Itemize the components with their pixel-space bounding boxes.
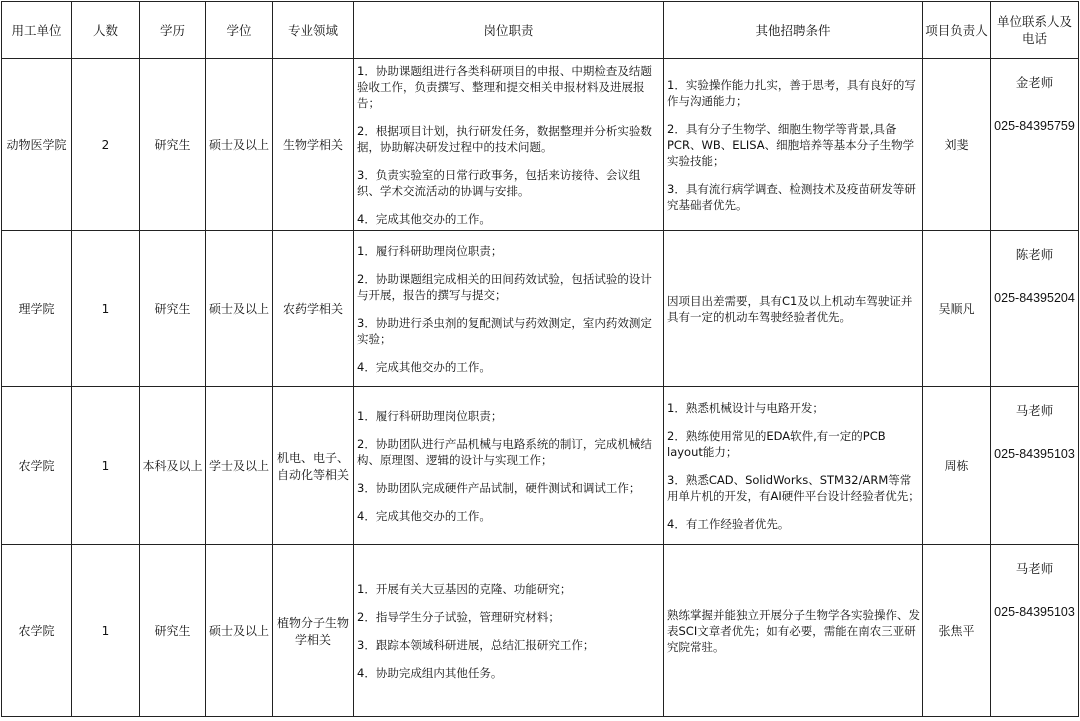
header-row [2,2,1079,59]
manager-cell: 刘斐 [923,59,991,231]
manager-cell: 吴顺凡 [923,231,991,387]
header-duties: 岗位职责 [354,2,664,59]
requirement-item: 1．实验操作能力扎实，善于思考，具有良好的写作与沟通能力； [667,77,916,108]
manager-cell: 周栋 [923,387,991,545]
manager-cell: 张焦平 [923,545,991,717]
requirement-item: 2．具有分子生物学、细胞生物学等背景,具备PCR、WB、ELISA、细胞培养等基本分子生物学实验技能； [667,121,915,168]
recruitment-table [1,1,1079,717]
unit-cell: 动物医学院 [2,59,72,231]
field-cell: 农药学相关 [273,231,354,387]
unit-cell: 理学院 [2,231,72,387]
duty-item: 3．负责实验室的日常行政事务，包括来访接待、会议组织、学术交流活动的协调与安排。 [357,167,641,198]
field-cell: 生物学相关 [273,59,354,231]
duty-item: 1．协助课题组进行各类科研项目的申报、中期检查及结题验收工作，负责撰写、整理和提交相关申报材料及进展报告； [357,63,652,110]
duty-item: 1．开展有关大豆基因的克隆、功能研究； [357,581,572,596]
duty-item: 4．完成其他交办的工作。 [357,359,491,374]
count-cell: 1 [72,231,140,387]
duty-item: 3．协助团队完成硬件产品试制，硬件测试和调试工作； [357,480,641,495]
unit-cell: 农学院 [2,545,72,717]
contact-phone: 025-84395103 [994,447,1075,461]
contact-name: 金老师 [1015,75,1054,90]
duty-item: 4．完成其他交办的工作。 [357,211,491,226]
education-cell: 本科及以上 [140,387,206,545]
contact-cell [991,231,1079,387]
unit-cell: 农学院 [2,387,72,545]
requirements-cell [664,387,923,545]
table-row [2,545,1079,717]
count-cell: 2 [72,59,140,231]
header-degree: 学位 [206,2,273,59]
contact-phone: 025-84395204 [994,291,1075,305]
duty-item: 1．履行科研助理岗位职责； [357,408,503,423]
degree-cell: 硕士及以上 [206,231,273,387]
degree-cell: 学士及以上 [206,387,273,545]
table-row [2,387,1079,545]
contact-phone: 025-84395103 [994,605,1075,619]
duty-item: 2．协助团队进行产品机械与电路系统的制订，完成机械结构、原理图、逻辑的设计与实现工作； [357,436,652,467]
duty-item: 2．协助课题组完成相关的田间药效试验，包括试验的设计与开展，报告的撰写与提交； [357,271,652,302]
contact-name: 马老师 [1015,403,1054,418]
field-cell: 植物分子生物学相关 [273,545,354,717]
table-row [2,231,1079,387]
requirements-cell [664,59,923,231]
requirement-item: 2．熟练使用常见的EDA软件,有一定的PCB layout能力； [667,428,886,459]
contact-name: 陈老师 [1015,247,1054,262]
requirement-item: 3．熟悉CAD、SolidWorks、STM32/ARM等常用单片机的开发，有AI硬件平台设计经验者优先； [667,472,920,503]
header-count: 人数 [72,2,140,59]
contact-cell [991,59,1079,231]
count-cell: 1 [72,545,140,717]
contact-phone: 025-84395759 [994,119,1075,133]
field-cell: 机电、电子、自动化等相关 [273,387,354,545]
duties-cell [354,59,664,231]
contact-name: 马老师 [1015,561,1054,576]
header-field: 专业领域 [273,2,354,59]
header-contact: 单位联系人及电话 [991,2,1079,59]
education-cell: 研究生 [140,545,206,717]
duty-item: 2．指导学生分子试验，管理研究材料； [357,609,560,624]
header-education: 学历 [140,2,206,59]
requirement-item: 4．有工作经验者优先。 [667,516,790,531]
duty-item: 3．跟踪本领域科研进展，总结汇报研究工作； [357,637,595,652]
duties-cell [354,387,664,545]
duty-item: 4．完成其他交办的工作。 [357,508,491,523]
education-cell: 研究生 [140,231,206,387]
requirement-item: 熟练掌握并能独立开展分子生物学各实验操作、发表SCI文章者优先；如有必要，需能在南农三亚研究院常驻。 [667,607,920,654]
duty-item: 3．协助进行杀虫剂的复配测试与药效测定，室内药效测定实验； [357,315,652,346]
duties-cell [354,231,664,387]
requirement-item: 1．熟悉机械设计与电路开发； [667,400,824,415]
duties-cell [354,545,664,717]
duty-item: 4．协助完成组内其他任务。 [357,665,503,680]
requirement-item: 3．具有流行病学调查、检测技术及疫苗研发等研究基础者优先。 [667,181,916,212]
degree-cell: 硕士及以上 [206,59,273,231]
degree-cell: 硕士及以上 [206,545,273,717]
table-row [2,59,1079,231]
count-cell: 1 [72,387,140,545]
header-unit: 用工单位 [2,2,72,59]
contact-cell [991,545,1079,717]
requirements-cell [664,231,923,387]
duty-item: 2．根据项目计划，执行研发任务，数据整理并分析实验数据，协助解决研发过程中的技术问题。 [357,123,652,154]
requirements-cell [664,545,923,717]
contact-cell [991,387,1079,545]
requirement-item: 因项目出差需要，具有C1及以上机动车驾驶证并具有一定的机动车驾驶经验者优先。 [667,293,913,324]
header-requirements: 其他招聘条件 [664,2,923,59]
education-cell: 研究生 [140,59,206,231]
header-manager: 项目负责人 [923,2,991,59]
duty-item: 1．履行科研助理岗位职责； [357,243,503,258]
